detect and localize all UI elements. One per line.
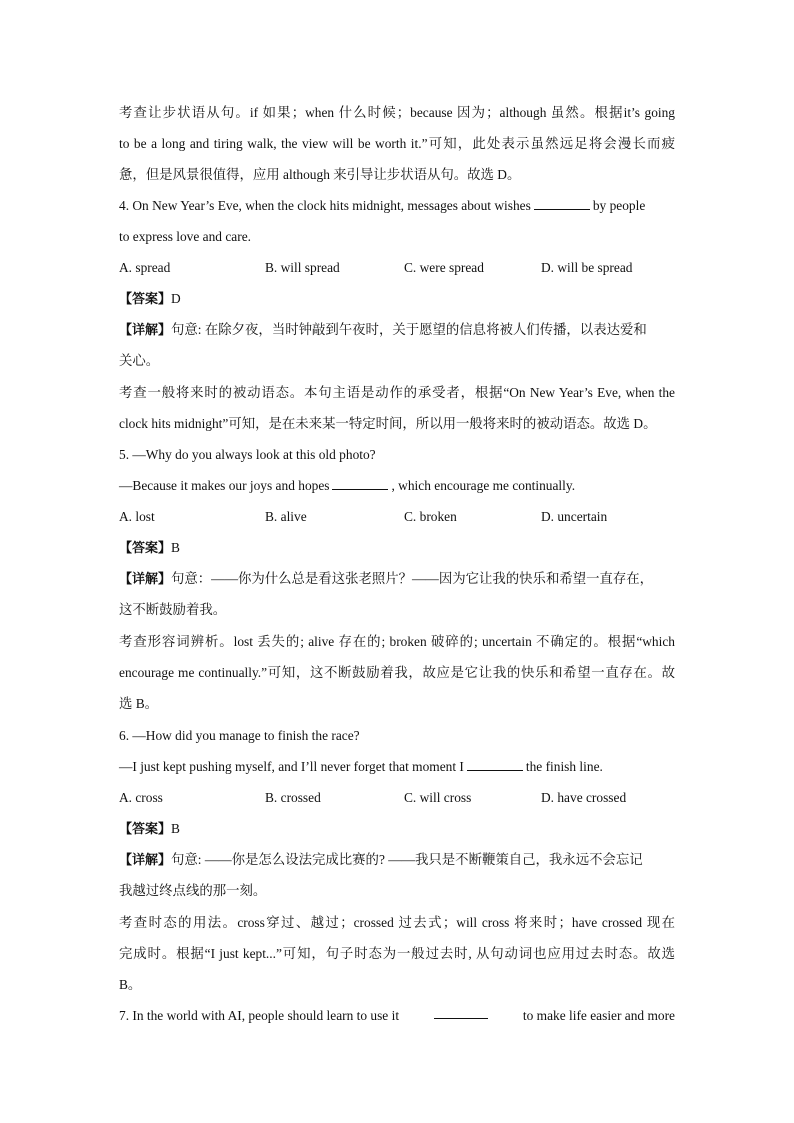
answer-line bbox=[119, 538, 675, 559]
option-b: B. alive bbox=[265, 509, 307, 524]
text-line: 这不断鼓励着我。 bbox=[119, 602, 227, 617]
detail-text: 句意: ——你是怎么设法完成比赛的? ——我只是不断鞭策自己，我永远不会忘记 bbox=[171, 852, 643, 867]
question-text: the finish line. bbox=[525, 759, 603, 774]
option-a: A. lost bbox=[119, 509, 155, 524]
option-b: B. will spread bbox=[265, 260, 340, 275]
question-4-stem bbox=[119, 196, 675, 216]
detail-text: 句意: 在除夕夜，当时钟敲到午夜时，关于愿望的信息将被人们传播，以表达爱和 bbox=[171, 322, 647, 337]
text-line: 考查形容词辨析。lost 丢失的; alive 存在的; broken 破碎的; uncertain 不确定的。根据“which bbox=[119, 634, 675, 649]
text-line: 考查时态的用法。cross穿过、越过；crossed 过去式；will cross 将来时；have crossed 现在 bbox=[119, 915, 675, 930]
option-a: A. spread bbox=[119, 260, 171, 275]
question-text: 7. In the world with AI, people should learn to use it bbox=[119, 1008, 400, 1023]
text-line: 我越过终点线的那一刻。 bbox=[119, 883, 267, 898]
answer-blank bbox=[534, 197, 590, 210]
option-a: A. cross bbox=[119, 790, 163, 805]
option-b: B. crossed bbox=[265, 790, 321, 805]
text-line: encourage me continually.”可知，这不断鼓励着我，故应是它让我的快乐和希望一直存在。故 bbox=[119, 665, 675, 680]
question-text bbox=[119, 757, 675, 777]
question-5-stem: 5. —Why do you always look at this old photo? bbox=[119, 447, 376, 462]
text-line: 考查一般将来时的被动语态。本句主语是动作的承受者，根据“On New Year’s Eve, when the bbox=[119, 385, 675, 400]
option-c: C. will cross bbox=[404, 790, 472, 805]
detail-line bbox=[119, 850, 675, 871]
question-text: 4. On New Year’s Eve, when the clock hits midnight, messages about wishes bbox=[119, 198, 531, 213]
question-text: , which encourage me continually. bbox=[391, 478, 576, 493]
text-line: 关心。 bbox=[119, 353, 160, 368]
text-line: clock hits midnight”可知，是在未来某一特定时间，所以用一般将来时的被动语态。故选 D。 bbox=[119, 416, 657, 431]
question-text: to make life easier and more bbox=[522, 1008, 675, 1023]
answer-line bbox=[119, 289, 675, 310]
detail-tag: 【详解】 bbox=[119, 572, 172, 587]
question-text: —Because it makes our joys and hopes bbox=[119, 478, 330, 493]
text-line: to be a long and tiring walk, the view will be worth it.”可知，此处表示虽然远足将会漫长而疲 bbox=[119, 136, 675, 151]
question-text: by people bbox=[592, 198, 646, 213]
detail-line bbox=[119, 569, 675, 590]
answer-blank bbox=[332, 477, 388, 490]
detail-tag: 【详解】 bbox=[119, 323, 172, 338]
answer-tag: 【答案】 bbox=[119, 292, 172, 307]
answer-blank bbox=[467, 758, 523, 771]
answer-line bbox=[119, 819, 675, 840]
question-7-stem bbox=[119, 1006, 675, 1026]
question-6-stem: 6. —How did you manage to finish the race? bbox=[119, 728, 360, 743]
answer-tag: 【答案】 bbox=[119, 822, 172, 837]
answer-blank bbox=[434, 1006, 488, 1019]
answer-value: B bbox=[171, 540, 180, 555]
text-line: 完成时。根据“I just kept...”可知，句子时态为一般过去时, 从句动词也应用过去时态。故选 bbox=[119, 946, 675, 961]
detail-text: 句意：——你为什么总是看这张老照片？——因为它让我的快乐和希望一直存在， bbox=[171, 571, 654, 586]
option-d: D. will be spread bbox=[541, 260, 633, 275]
text-line: 选 B。 bbox=[119, 696, 159, 711]
option-c: C. broken bbox=[404, 509, 457, 524]
question-text: to express love and care. bbox=[119, 229, 251, 244]
question-text: —I just kept pushing myself, and I’ll never forget that moment I bbox=[119, 759, 464, 774]
text-line: 考查让步状语从句。if 如果；when 什么时候；because 因为；although 虽然。根据it’s going bbox=[119, 105, 675, 120]
answer-tag: 【答案】 bbox=[119, 541, 172, 556]
text-line: 惫，但是风景很值得，应用 although 来引导让步状语从句。故选 D。 bbox=[119, 167, 521, 182]
answer-value: D bbox=[171, 291, 181, 306]
detail-line bbox=[119, 320, 675, 341]
option-d: D. uncertain bbox=[541, 509, 608, 524]
answer-value: B bbox=[171, 821, 180, 836]
text-line: B。 bbox=[119, 977, 142, 992]
detail-tag: 【详解】 bbox=[119, 853, 172, 868]
option-c: C. were spread bbox=[404, 260, 484, 275]
option-d: D. have crossed bbox=[541, 790, 627, 805]
question-text bbox=[119, 476, 675, 496]
